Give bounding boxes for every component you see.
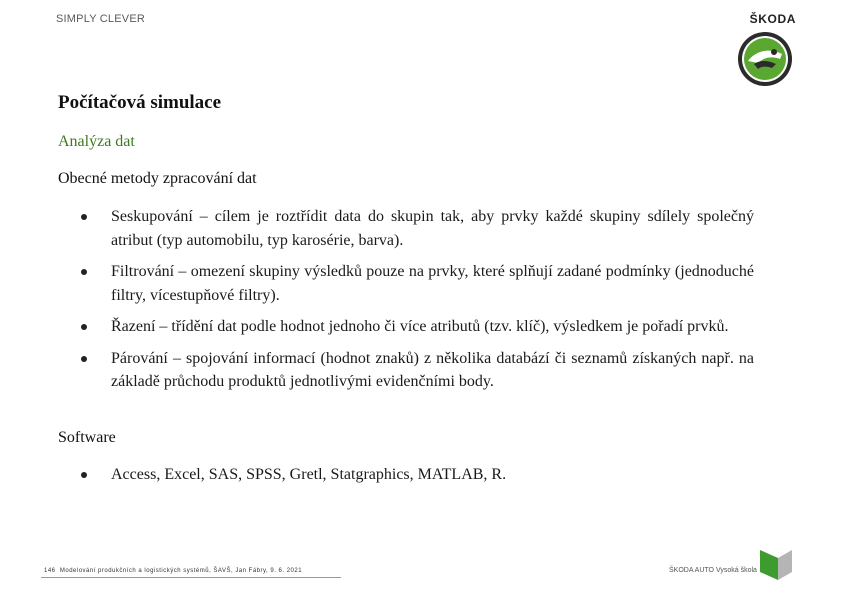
list-item-text: Řazení – třídění dat podle hodnot jednoho či více atributů (tzv. klíč), výsledkem je pořadí prvků. (111, 318, 729, 335)
bullet-icon (81, 356, 87, 362)
school-logo-icon (758, 548, 794, 582)
bullet-icon (81, 269, 87, 275)
list-item (78, 463, 754, 487)
brand-slogan: SIMPLY CLEVER (56, 13, 146, 25)
bullet-icon (81, 472, 87, 478)
list-item-text: Filtrování – omezení skupiny výsledků pouze na prvky, které splňují zadané podmínky (jednoduché filtry, vícestupňové filtry). (111, 263, 754, 304)
slide-subtitle: Analýza dat (58, 133, 135, 150)
footer-brand: ŠKODA AUTO Vysoká škola (669, 567, 757, 574)
skoda-logo-icon (736, 30, 794, 88)
software-list (78, 463, 754, 495)
bullet-icon (81, 324, 87, 330)
footer-caption (44, 568, 302, 574)
footer-description: Modelování produkčních a logistických systémů, ŠAVŠ, Jan Fábry, 9. 6. 2021 (59, 568, 303, 574)
list-item (78, 260, 754, 307)
section-heading-software: Software (58, 429, 116, 446)
footer-divider (41, 577, 341, 578)
bullet-icon (81, 214, 87, 220)
list-item (78, 205, 754, 252)
list-item (78, 315, 754, 339)
list-item (78, 347, 754, 394)
brand-wordmark: ŠKODA (749, 12, 796, 26)
section-heading-methods: Obecné metody zpracování dat (58, 170, 257, 187)
list-item-text: Párování – spojování informací (hodnot znaků) z několika databází či seznamů získaných např. na základě průchodu produktů jednotlivými evidenčními body. (111, 349, 754, 390)
methods-list (78, 205, 754, 402)
page-number: 146 (44, 568, 56, 574)
list-item-text: Seskupování – cílem je roztřídit data do skupin tak, aby prvky každé skupiny sdílely společný atribut (typ automobilu, typ karosérie, barva). (111, 208, 754, 249)
list-item-text: Access, Excel, SAS, SPSS, Gretl, Statgraphics, MATLAB, R. (111, 466, 507, 483)
slide-title: Počítačová simulace (58, 92, 222, 113)
